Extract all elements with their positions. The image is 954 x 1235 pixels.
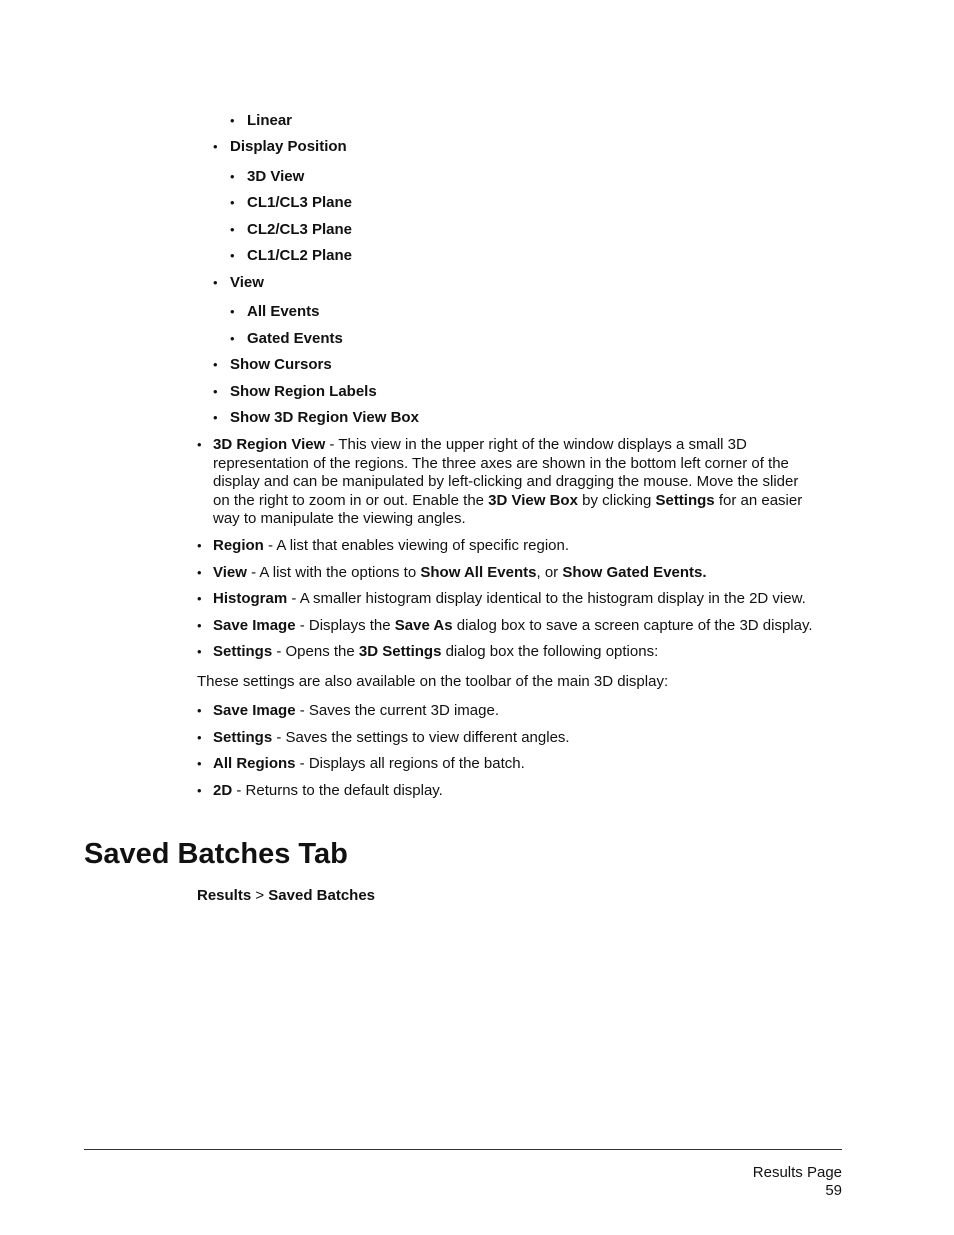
footer-section-name: Results Page — [752, 1164, 842, 1181]
page-number: 59 — [825, 1182, 842, 1199]
region-view-line-5: way to manipulate the viewing angles. — [213, 510, 466, 527]
bullet-icon: • — [213, 357, 218, 372]
bullet-icon: • — [197, 783, 202, 798]
bullet-icon: • — [230, 169, 235, 184]
bullet-icon: • — [213, 410, 218, 425]
save-image-item: Save Image - Displays the Save As dialog box to save a screen capture of the 3D display. — [213, 617, 813, 634]
region-view-line-3: display and can be manipulated by left-clicking and dragging the mouse. Move the slider — [213, 473, 799, 490]
bullet-icon: • — [197, 565, 202, 580]
menu-item-cl1-cl3-plane: CL1/CL3 Plane — [247, 194, 353, 211]
region-view-line-1: 3D Region View - This view in the upper right of the window displays a small 3D — [213, 436, 747, 453]
bullet-icon: • — [197, 644, 202, 659]
menu-item-3d-view: 3D View — [247, 168, 305, 185]
region-view-description — [213, 436, 853, 529]
menu-item-cl1-cl2-plane: CL1/CL2 Plane — [247, 247, 353, 264]
toolbar-intro-text: These settings are also available on the toolbar of the main 3D display: — [197, 673, 669, 690]
view-item: View - A list with the options to Show All Events, or Show Gated Events. — [213, 564, 707, 581]
toolbar-all-regions-item: All Regions - Displays all regions of the batch. — [213, 755, 525, 772]
footer-divider — [84, 1149, 842, 1150]
menu-item-show-3d-region-view-box: Show 3D Region View Box — [230, 409, 419, 426]
bullet-icon: • — [197, 437, 202, 452]
bullet-icon: • — [197, 591, 202, 606]
bullet-icon: • — [197, 756, 202, 771]
bullet-icon: • — [230, 195, 235, 210]
menu-item-view: View — [230, 274, 264, 291]
bullet-icon: • — [213, 384, 218, 399]
bullet-icon: • — [230, 248, 235, 263]
bullet-icon: • — [213, 275, 218, 290]
region-view-line-2: representation of the regions. The three axes are shown in the bottom left corner of the — [213, 454, 789, 472]
bullet-icon: • — [197, 538, 202, 553]
region-item: Region - A list that enables viewing of specific region. — [213, 537, 570, 554]
toolbar-settings-item: Settings - Saves the settings to view different angles. — [213, 729, 570, 746]
bullet-icon: • — [197, 730, 202, 745]
menu-item-show-cursors: Show Cursors — [230, 356, 332, 373]
toolbar-save-image-item: Save Image - Saves the current 3D image. — [213, 702, 499, 719]
settings-item: Settings - Opens the 3D Settings dialog box the following options: — [213, 643, 659, 660]
breadcrumb-saved-batches: Saved Batches — [268, 887, 376, 904]
bullet-icon: • — [230, 222, 235, 237]
region-view-line-4: on the right to zoom in or out. Enable the 3D View Box by clicking Settings for an easier — [213, 491, 803, 509]
bullet-icon: • — [197, 618, 202, 633]
menu-item-gated-events: Gated Events — [247, 330, 343, 347]
breadcrumb-results: Results — [197, 887, 252, 904]
breadcrumb — [197, 887, 375, 905]
bullet-icon: • — [197, 703, 202, 718]
menu-item-linear: Linear — [247, 112, 293, 129]
menu-item-show-region-labels: Show Region Labels — [230, 383, 377, 400]
toolbar-2d-item: 2D - Returns to the default display. — [213, 782, 443, 799]
menu-item-display-position: Display Position — [230, 138, 347, 155]
bullet-icon: • — [230, 331, 235, 346]
breadcrumb-separator: > — [251, 887, 269, 904]
section-heading: Saved Batches Tab — [84, 838, 348, 870]
bullet-icon: • — [213, 139, 218, 154]
bullet-icon: • — [230, 113, 235, 128]
histogram-item: Histogram - A smaller histogram display identical to the histogram display in the 2D view. — [213, 590, 806, 607]
bullet-icon: • — [230, 304, 235, 319]
menu-item-all-events: All Events — [247, 303, 320, 320]
menu-item-cl2-cl3-plane: CL2/CL3 Plane — [247, 221, 353, 238]
